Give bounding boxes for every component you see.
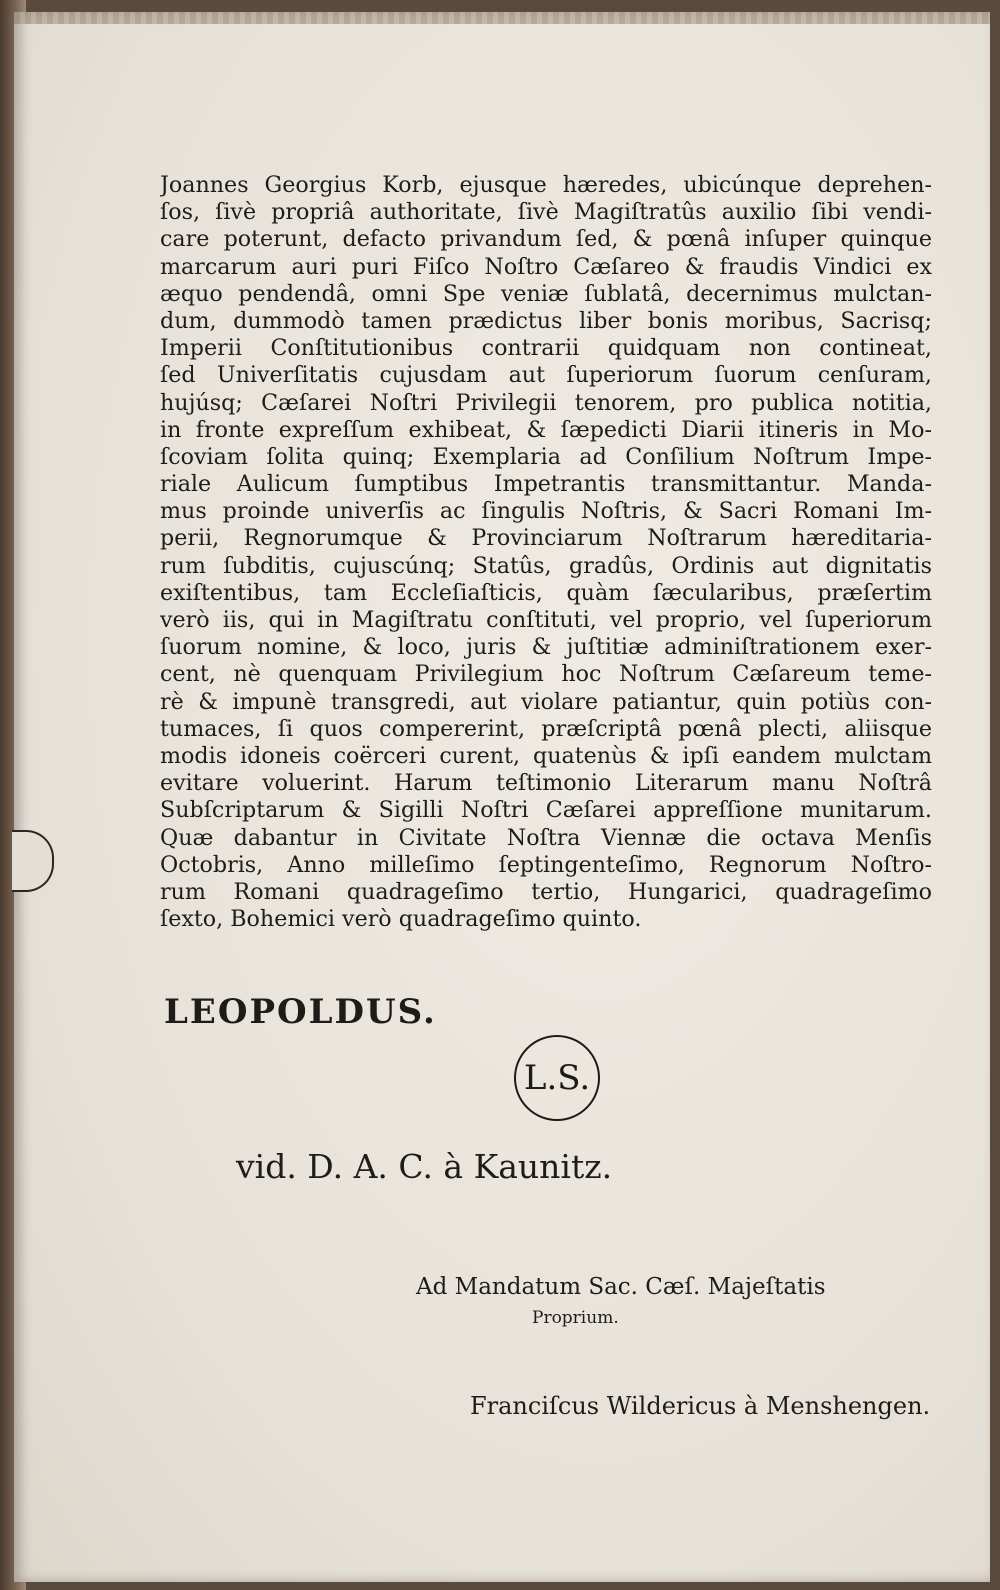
body-line: care poterunt, defacto privandum ſed, & pœnâ inſuper quinque (160, 226, 932, 253)
body-line: ſos, ſivè propriâ authoritate, ſivè Magiſtratûs auxilio ſibi vendi- (160, 199, 932, 226)
body-line: in fronte expreſſum exhibeat, & ſæpedicti Diarii itineris in Mo- (160, 416, 932, 443)
body-line: marcarum auri puri Fiſco Noſtro Cæſareo & fraudis Vindici ex (160, 253, 932, 280)
body-line: exiſtentibus, tam Eccleſiaſticis, quàm ſæcularibus, præſertim (160, 579, 932, 606)
body-line: rum ſubditis, cujuscúnq; Statûs, gradûs, Ordinis aut dignitatis (160, 552, 932, 579)
seal-text: L.S. (523, 1058, 591, 1098)
body-line: ſcoviam ſolita quinq; Exemplaria ad Conſilium Noſtrum Impe- (160, 443, 932, 470)
seal-stamp (514, 1035, 600, 1121)
secretary-signature: Franciſcus Wildericus à Menshengen. (470, 1392, 931, 1420)
body-line: tumaces, ſi quos compererint, præſcriptâ pœnâ plecti, aliisque (160, 715, 932, 742)
document-page (14, 12, 990, 1582)
body-line: rum Romani quadrageſimo tertio, Hungarici, quadrageſimo (160, 878, 932, 905)
sovereign-signature: LEOPOLDUS. (164, 992, 437, 1032)
body-line: evitare voluerint. Harum teſtimonio Literarum manu Noſtrâ (160, 770, 932, 797)
body-line: Joannes Georgius Korb, ejusque hæredes, ubicúnque deprehen- (160, 172, 932, 198)
body-line: mus proinde univerſis ac ſingulis Noſtris, & Sacri Romani Im- (160, 498, 932, 525)
body-line: perii, Regnorumque & Provinciarum Noſtrarum hæreditaria- (160, 525, 932, 552)
body-line: riale Aulicum ſumptibus Impetrantis transmittantur. Manda- (160, 471, 932, 498)
body-line: ſuorum nomine, & loco, juris & juſtitiæ adminiſtrationem exer- (160, 634, 932, 661)
body-line: ſed Univerſitatis cujusdam aut ſuperiorum ſuorum cenſuram, (160, 362, 932, 389)
body-line: Imperii Conſtitutionibus contrarii quidquam non contineat, (160, 335, 932, 362)
mandate-line: Ad Mandatum Sac. Cæſ. Majeſtatis (416, 1274, 826, 1300)
body-line: rè & impunè transgredi, aut violare patiantur, quin potiùs con- (160, 688, 932, 715)
body-line: verò iis, qui in Magiſtratu conſtituti, vel proprio, vel ſuperiorum (160, 607, 932, 633)
body-text (160, 172, 932, 933)
body-line: Quæ dabantur in Civitate Noſtra Viennæ die octava Menſis (160, 824, 932, 851)
body-line: ſexto, Bohemici verò quadrageſimo quinto. (160, 906, 642, 933)
page-top-edge (14, 12, 990, 24)
body-line: Octobris, Anno milleſimo ſeptingenteſimo, Regnorum Noſtro- (160, 851, 932, 878)
body-line: æquo pendendâ, omni Spe veniæ ſublatâ, decernimus mulctan- (160, 280, 932, 307)
countersignature: vid. D. A. C. à Kaunitz. (236, 1147, 613, 1186)
body-line: hujúsq; Cæſarei Noſtri Privilegii tenorem, pro publica notitia, (160, 389, 932, 416)
body-line: modis idoneis coërceri curent, quatenùs & ipſi eandem mulctam (160, 742, 932, 769)
body-line: dum, dummodò tamen prædictus liber bonis moribus, Sacrisq; (160, 307, 932, 334)
body-line: cent, nè quenquam Privilegium hoc Noſtrum Cæſareum teme- (160, 661, 932, 688)
mandate-proprium: Proprium. (532, 1308, 619, 1328)
page-tab-clip (12, 830, 54, 892)
body-line: Subſcriptarum & Sigilli Noſtri Cæſarei appreſſione munitarum. (160, 797, 932, 824)
